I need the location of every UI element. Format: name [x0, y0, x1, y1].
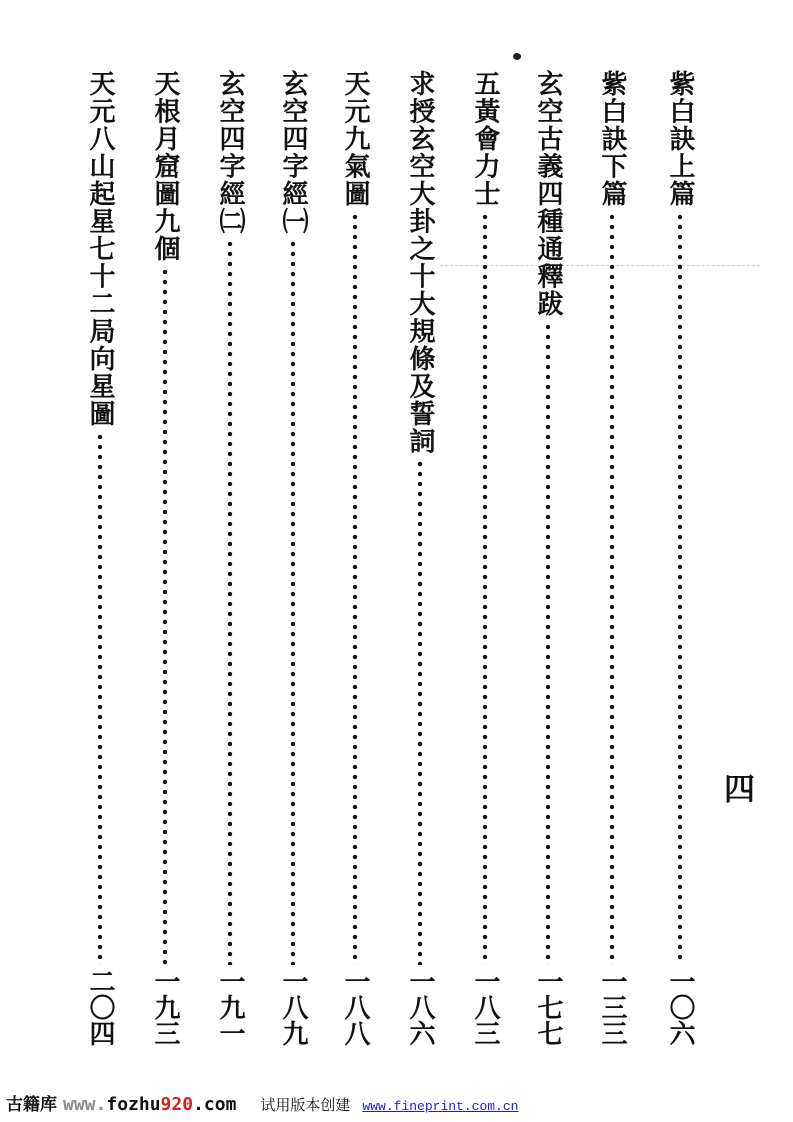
toc-entry-title: 玄空四字經㈡ — [215, 70, 245, 235]
dot-leader — [226, 239, 234, 965]
page-number: 四 — [724, 772, 755, 808]
toc-entry — [531, 70, 565, 1046]
toc-entry — [148, 70, 182, 1046]
toc-entry-page: 一〇六 — [665, 968, 695, 1046]
toc-entry-title: 紫白訣下篇 — [597, 70, 627, 208]
toc-entry — [276, 70, 310, 1046]
toc-entry-page: 一九三 — [150, 968, 180, 1046]
toc-entry-title: 玄空四字經㈠ — [278, 70, 308, 235]
toc-entry-title: 求授玄空大卦之十大規條及誓詞 — [405, 70, 435, 455]
toc-entry — [213, 70, 247, 1046]
fineprint-link[interactable]: www.fineprint.com.cn — [362, 1099, 519, 1114]
dot-leader — [351, 212, 359, 966]
toc-entry-page: 一七七 — [533, 968, 563, 1046]
toc-entry — [338, 70, 372, 1046]
toc-entry-page: 一三三 — [597, 968, 627, 1046]
site-url-part: 920 — [160, 1094, 194, 1115]
toc-entry — [595, 70, 629, 1046]
toc-entry — [403, 70, 437, 1046]
ink-spot — [512, 52, 522, 61]
site-name: 古籍库 — [6, 1095, 57, 1115]
dot-leader — [289, 239, 297, 965]
toc-entry-page: 一八九 — [278, 968, 308, 1046]
toc-entry-title: 玄空古義四種通釋跋 — [533, 70, 563, 318]
dot-leader — [96, 432, 104, 966]
dot-leader — [416, 459, 424, 965]
site-url-part: fozhu — [106, 1094, 161, 1115]
site-url-part: .com — [193, 1094, 237, 1115]
toc-entry-title: 紫白訣上篇 — [665, 70, 695, 208]
dot-leader — [676, 212, 684, 966]
site-url — [63, 1094, 236, 1115]
dot-leader — [481, 212, 489, 966]
toc-entry-page: 一八八 — [340, 968, 370, 1046]
toc-entry — [468, 70, 502, 1046]
toc-entry-page: 一九一 — [215, 968, 245, 1046]
toc-entry — [663, 70, 697, 1046]
toc-entry-page: 一八三 — [470, 968, 500, 1046]
toc-entry-page: 二〇四 — [85, 968, 115, 1046]
toc-entry-page: 一八六 — [405, 968, 435, 1046]
toc-entry-title: 天元九氣圖 — [340, 70, 370, 208]
footer-watermark — [6, 1090, 518, 1115]
trial-note: 试用版本创建 — [260, 1096, 351, 1114]
dot-leader — [608, 212, 616, 966]
toc-entry-title: 天根月窟圖九個 — [150, 70, 180, 263]
dot-leader — [544, 322, 552, 966]
toc-entry — [83, 70, 117, 1046]
dot-leader — [161, 267, 169, 966]
site-url-part: www. — [63, 1094, 107, 1115]
toc-entry-title: 天元八山起星七十二局向星圖 — [85, 70, 115, 428]
toc-entry-title: 五黃會力士 — [470, 70, 500, 208]
